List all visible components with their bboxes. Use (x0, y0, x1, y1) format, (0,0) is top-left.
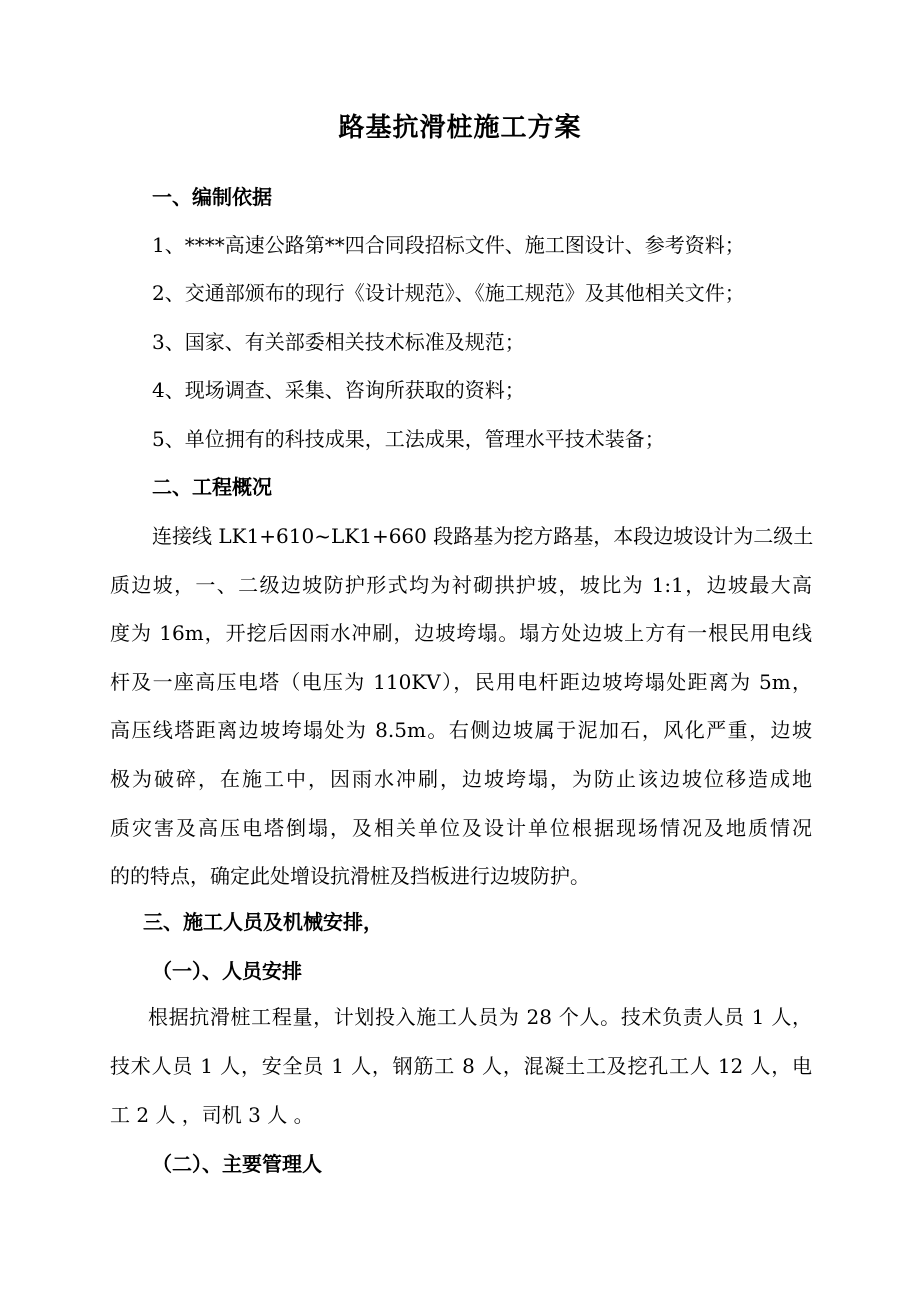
section-2-heading: 二、工程概况 (152, 475, 272, 499)
section-1-heading: 一、编制依据 (152, 185, 272, 209)
section-2-paragraph (110, 512, 812, 901)
paragraph-line: 连接线 LK1+610~LK1+660 段路基为挖方路基，本段边坡设计为二级土 (152, 524, 814, 548)
paragraph-line: 高压线塔距离边坡垮塌处为 8.5m。右侧边坡属于泥加石，风化严重，边坡 (110, 718, 812, 743)
paragraph-line: 质灾害及高压电塔倒塌，及相关单位及设计单位根据现场情况及地质情况 (110, 815, 812, 840)
paragraph-line: 质边坡，一、二级边坡防护形式均为衬砌拱护坡，坡比为 1:1，边坡最大高 (110, 572, 812, 597)
section-1-item-3: 3、国家、有关部委相关技术标准及规范； (152, 330, 525, 354)
paragraph-line: 技术人员 1 人，安全员 1 人，钢筋工 8 人，混凝土工及挖孔工人 12 人，电 (110, 1054, 812, 1078)
paragraph-line: 根据抗滑桩工程量，计划投入施工人员为 28 个人。技术负责人员 1 人， (148, 1005, 812, 1029)
section-1-item-4: 4、现场调查、采集、咨询所获取的资料； (152, 378, 525, 402)
paragraph-line: 杆及一座高压电塔（电压为 110KV），民用电杆距边坡垮塌处距离为 5m， (110, 669, 812, 694)
paragraph-line: 工 2 人 ，司机 3 人 。 (110, 1103, 314, 1127)
section-3-sub-1-heading: （一）、人员安排 (152, 959, 302, 983)
section-1-item-5: 5、单位拥有的科技成果，工法成果，管理水平技术装备； (152, 427, 665, 451)
section-1-item-2: 2、交通部颁布的现行《设计规范》、《施工规范》及其他相关文件； (152, 281, 745, 305)
section-1-item-1: 1、****高速公路第**四合同段招标文件、施工图设计、参考资料； (152, 233, 745, 257)
section-3-sub-1-paragraph (110, 993, 812, 1140)
paragraph-line: 极为破碎，在施工中，因雨水冲刷，边坡垮塌，为防止该边坡位移造成地 (110, 766, 812, 791)
section-3-sub-2-heading: （二）、主要管理人 (152, 1152, 322, 1176)
paragraph-line: 度为 16m，开挖后因雨水冲刷，边坡垮塌。塌方处边坡上方有一根民用电线 (110, 621, 812, 646)
section-3-heading: 三、施工人员及机械安排， (143, 910, 383, 934)
document-title: 路基抗滑桩施工方案 (338, 113, 582, 143)
paragraph-line: 的的特点，确定此处增设抗滑桩及挡板进行边坡防护。 (110, 864, 590, 889)
